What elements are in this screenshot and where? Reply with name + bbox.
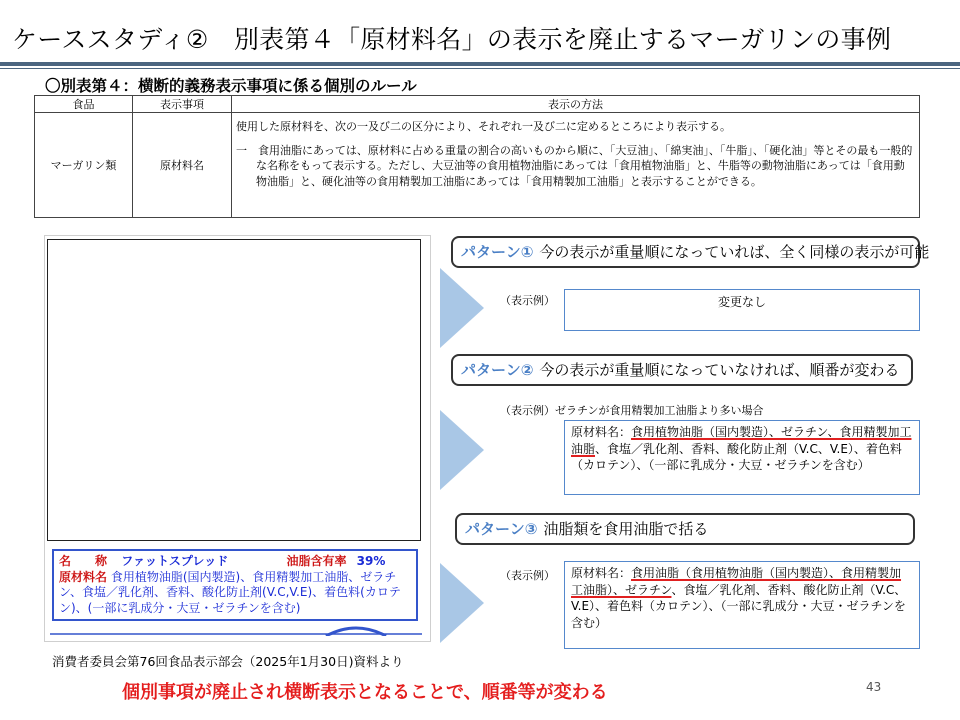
pattern-1-example-box: 変更なし	[564, 289, 920, 331]
pattern-2-header	[451, 354, 913, 386]
label-name-value: ファットスプレッド	[121, 554, 229, 568]
package-edge-graphic	[50, 622, 422, 636]
product-label	[52, 549, 418, 621]
pattern-2-example-underlined: 食用植物油脂（国内製造）、ゼラチン、食用精製加工油脂	[571, 425, 912, 456]
pattern-3-example-label: （表示例）	[500, 569, 555, 582]
label-fat-key: 油脂含有率	[286, 554, 347, 568]
label-name-key: 名 称	[59, 554, 108, 568]
label-ingredients-value: 食用植物油脂(国内製造)、食用精製加工油脂、ゼラチン、食塩／乳化剤、香料、酸化防止剤(V.C,V.E)、着色料(カロテン)、(一部に乳成分・大豆・ゼラチンを含む)	[59, 569, 401, 615]
pattern-3-example-underlined: 食用油脂（食用植物油脂（国内製造）、食用精製加工油脂）、ゼラチン	[571, 566, 902, 597]
method-item-1: 一 食用油脂にあっては、原材料に占める重量の割合の高いものから順に、「大豆油」、「綿実油」、「牛脂」、「硬化油」等とその最も一般的な名称をもって表示する。ただし、大豆油等の食用植物油脂にあっては「食用植物油脂」と、牛脂等の動物油脂にあっては「食用動物油脂」と、硬化油等の食用精製加工油脂にあっては「食用精製加工油脂」と表示することができる。	[236, 143, 913, 188]
pattern-3-example-key: 原材料名：	[571, 566, 632, 580]
rule-heading: 〇別表第４：横断的義務表示事項に係る個別のルール	[45, 77, 417, 95]
pattern-1-tag: パターン①	[461, 243, 534, 261]
pattern-3-text: 油脂類を食用油脂で括る	[543, 520, 709, 538]
cell-method	[232, 113, 920, 218]
header-method: 表示の方法	[232, 96, 920, 113]
pattern-3-example-box	[564, 561, 920, 649]
pattern-3-example-rest: 、食塩／乳化剤、香料、酸化防止剤（V.C、V.E）、着色料（カロテン）、（一部に乳成分・大豆・ゼラチンを含む）	[571, 582, 907, 630]
pattern-2-text: 今の表示が重量順になっていなければ、順番が変わる	[539, 361, 900, 379]
arrow-chevron-icon	[440, 563, 484, 643]
pattern-1-example-label: （表示例）	[500, 294, 555, 307]
arrow-chevron-icon	[440, 268, 484, 348]
table-header-row	[35, 96, 920, 113]
pattern-1-header	[451, 236, 930, 268]
label-fat-value: 39%	[356, 554, 386, 568]
product-photo	[47, 239, 421, 541]
method-intro: 使用した原材料を、次の一及び二の区分により、それぞれ一及び二に定めるところにより表示する。	[236, 120, 731, 133]
header-food: 食品	[35, 96, 133, 113]
rule-table	[34, 95, 920, 218]
label-ingredients-key: 原材料名	[59, 569, 108, 584]
label-ingredients	[59, 570, 411, 617]
pattern-2-example-key: 原材料名：	[571, 425, 632, 439]
pattern-3-header	[455, 513, 915, 545]
title-rule	[0, 62, 960, 66]
pattern-1-text: 今の表示が重量順になっていれば、全く同様の表示が可能	[539, 243, 930, 261]
pattern-3-tag: パターン③	[465, 520, 538, 538]
pattern-2-example-rest: 、食塩／乳化剤、香料、酸化防止剤（V.C、V.E）、着色料（カロテン）、（一部に乳成分・大豆・ゼラチンを含む）	[571, 441, 902, 472]
page-number: 43	[866, 680, 882, 694]
cell-item: 原材料名	[133, 113, 232, 218]
table-row	[35, 113, 920, 218]
pattern-2-tag: パターン②	[461, 361, 534, 379]
slide-title: ケーススタディ② 別表第４「原材料名」の表示を廃止するマーガリンの事例	[12, 25, 892, 54]
pattern-2-example-box	[564, 420, 920, 495]
title-rule-thin	[0, 68, 960, 69]
source-note: 消費者委員会第76回食品表示部会（2025年1月30日)資料より	[52, 654, 404, 669]
header-item: 表示事項	[133, 96, 232, 113]
label-name-row	[59, 554, 411, 570]
conclusion-text: 個別事項が廃止され横断表示となることで、順番等が変わる	[122, 682, 608, 703]
arrow-chevron-icon	[440, 410, 484, 490]
cell-food: マーガリン類	[35, 113, 133, 218]
pattern-2-example-label: （表示例）ゼラチンが食用精製加工油脂より多い場合	[500, 404, 764, 417]
